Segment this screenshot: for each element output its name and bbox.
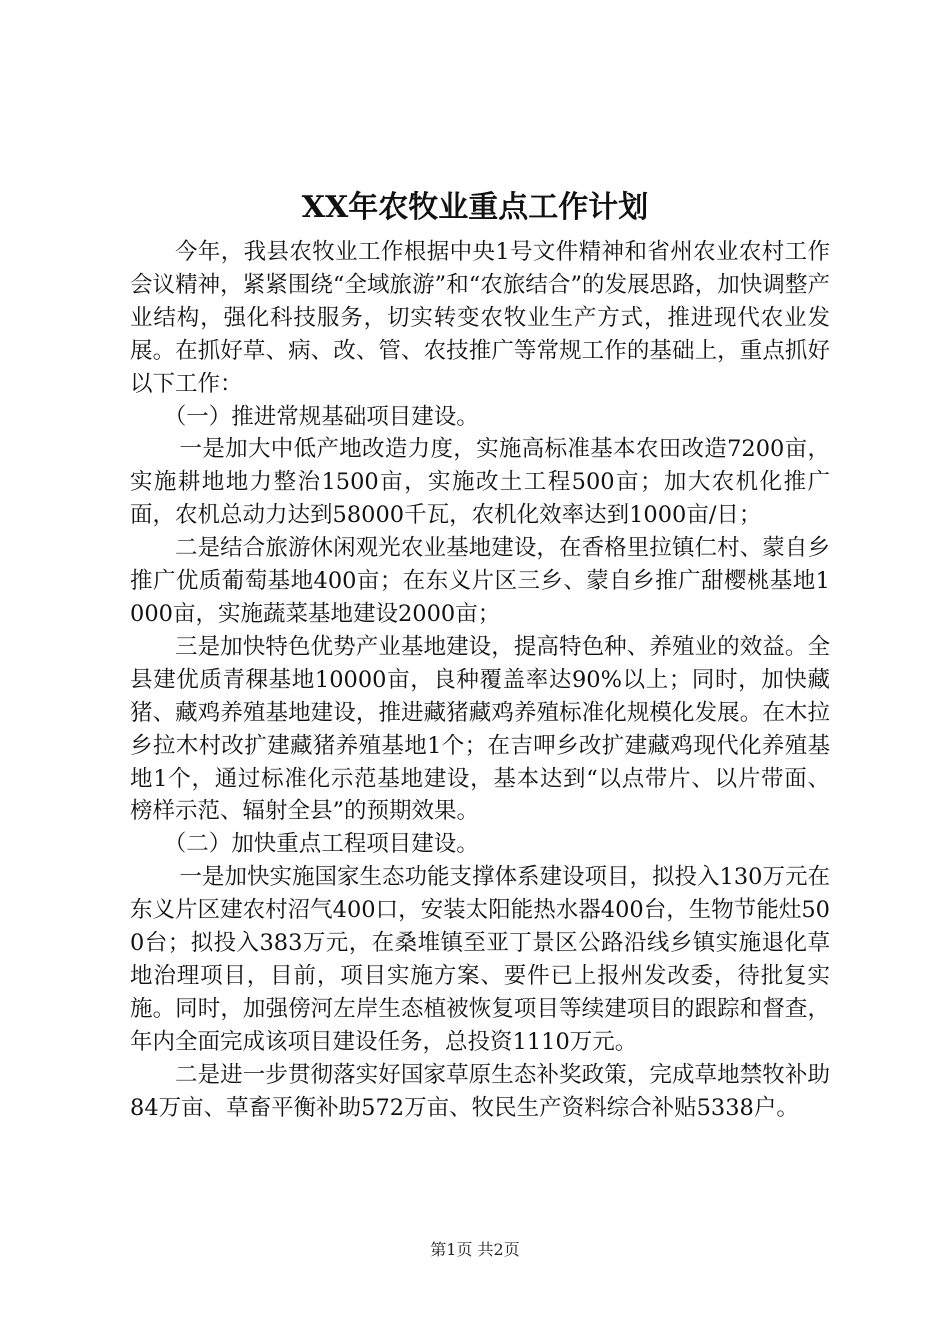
section-1-item-2: 二是结合旅游休闲观光农业基地建设，在香格里拉镇仁村、蒙自乡推广优质葡萄基地400亩；在东义片区三乡、蒙自乡推广甜樱桃基地1000亩，实施蔬菜基地建设2000亩； — [130, 535, 830, 627]
page-footer: 第1页 共2页 — [430, 1240, 520, 1259]
section-heading-1: （一）推进常规基础项目建设。 — [163, 403, 479, 430]
page-title: XX年农牧业重点工作计划 — [301, 190, 649, 225]
section-1-item-3: 三是加快特色优势产业基地建设，提高特色种、养殖业的效益。全县建优质青稞基地10000亩，良种覆盖率达90%以上；同时，加快藏猪、藏鸡养殖基地建设，推进藏猪藏鸡养殖标准化规模化发展。在木拉乡拉木村改扩建藏猪养殖基地1个；在吉呷乡改扩建藏鸡现代化养殖基地1个，通过标准化示范基地建设，基本达到“以点带片、以片带面、榜样示范、辐射全县”的预期效果。 — [130, 633, 830, 825]
intro-paragraph: 今年，我县农牧业工作根据中央1号文件精神和省州农业农村工作会议精神，紧紧围绕“全域旅游”和“农旅结合”的发展思路，加快调整产业结构，强化科技服务，切实转变农牧业生产方式，推进现代农业发展。在抓好草、病、改、管、农技推广等常规工作的基础上，重点抓好以下工作： — [130, 239, 830, 397]
document-body — [130, 236, 830, 1124]
section-1-item-1: 一是加大中低产地改造力度，实施高标准基本农田改造7200亩，实施耕地地力整治1500亩，实施改土工程500亩；加大农机化推广面，农机总动力达到58000千瓦，农机化效率达到1000亩/日； — [130, 436, 830, 529]
section-2-item-2: 二是进一步贯彻落实好国家草原生态补奖政策，完成草地禁牧补助84万亩、草畜平衡补助572万亩、牧民生产资料综合补贴5338户。 — [130, 1061, 830, 1121]
section-heading-2: （二）加快重点工程项目建设。 — [163, 831, 479, 858]
section-2-item-1: 一是加快实施国家生态功能支撑体系建设项目，拟投入130万元在东义片区建农村沼气400口，安装太阳能热水器400台，生物节能灶500台；拟投入383万元，在桑堆镇至亚丁景区公路沿线乡镇实施退化草地治理项目，目前，项目实施方案、要件已上报州发改委，待批复实施。同时，加强傍河左岸生态植被恢复项目等续建项目的跟踪和督查，年内全面完成该项目建设任务，总投资1110万元。 — [130, 864, 830, 1055]
